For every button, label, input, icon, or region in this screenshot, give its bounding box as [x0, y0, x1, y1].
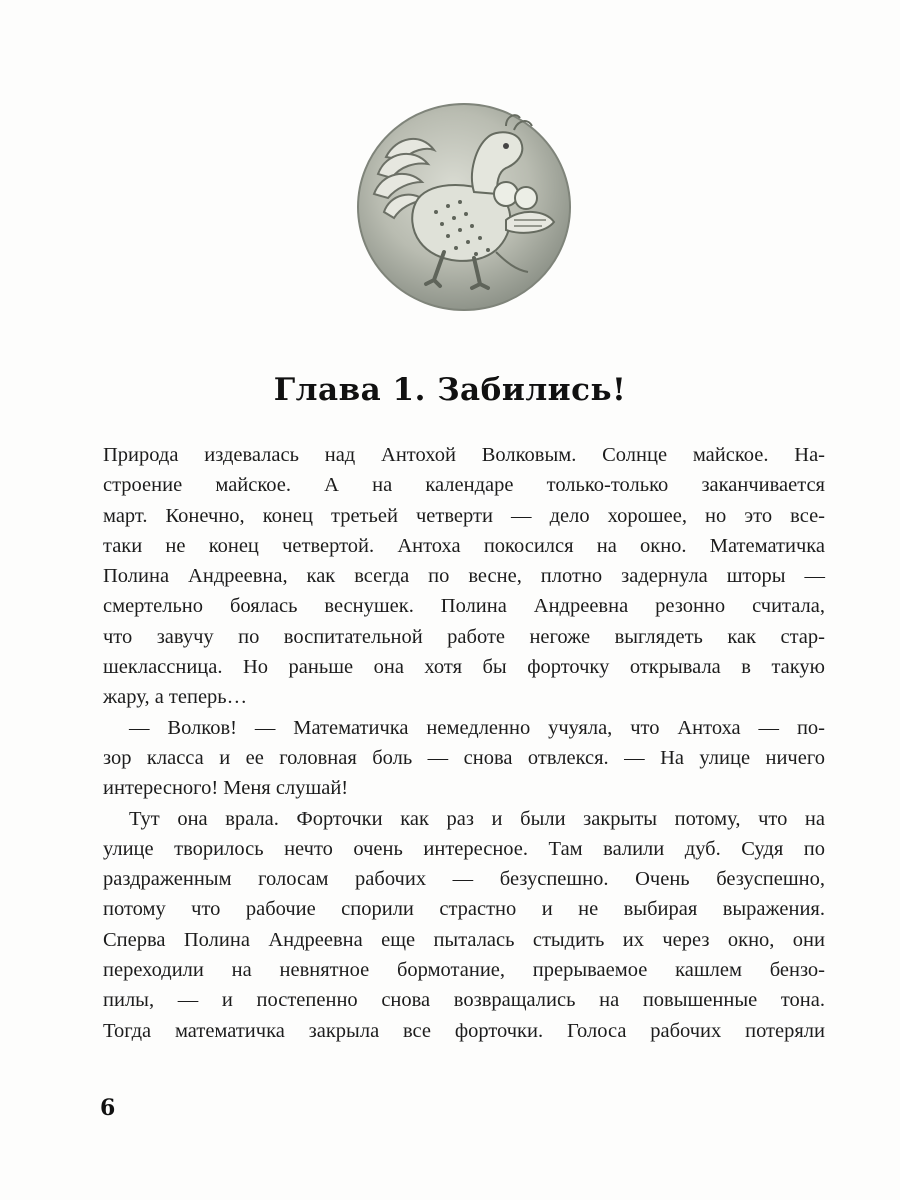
text-line: Сперва Полина Андреевна еще пыталась стыдить их через окно, они [103, 928, 825, 951]
text-line: таки не конец четвертой. Антоха покосился на окно. Математичка [103, 534, 825, 557]
text-line: раздраженным голосам рабочих — безуспешно. Очень безуспешно, [103, 868, 825, 891]
text-line: потому что рабочие спорили страстно и не выбирая выражения. [103, 898, 825, 921]
text-line: смертельно боялась веснушек. Полина Андреевна резонно считала, [103, 595, 825, 618]
text-line: строение майское. А на календаре только-только заканчивается [103, 474, 825, 497]
text-line: зор класса и ее головная боль — снова отвлекся. — На улице ничего [103, 746, 825, 769]
text-line: Тут она врала. Форточки как раз и были закрыты потому, что на [129, 807, 825, 830]
chapter-title: Глава 1. Забились! [273, 372, 627, 408]
text-line: жару, а теперь… [103, 686, 248, 709]
text-line: шеклассница. Но раньше она хотя бы форточку открывала в такую [103, 656, 825, 679]
text-line: переходили на невнятное бормотание, прерываемое кашлем бензо- [103, 959, 825, 982]
text-line: Тогда математичка закрыла все форточки. Голоса рабочих потеряли [103, 1019, 825, 1042]
chapter-body-text [103, 440, 825, 1046]
text-line: что завучу по воспитательной работе негоже выглядеть как стар- [103, 625, 825, 648]
text-line: улице творилось нечто очень интересное. Там валили дуб. Судя по [103, 837, 825, 860]
rooster-medallion-illustration [356, 102, 572, 312]
text-line: — Волков! — Математичка немедленно учуяла, что Антоха — по- [129, 716, 825, 739]
text-line: Полина Андреевна, как всегда по весне, плотно задернула шторы — [103, 565, 825, 588]
text-line: пилы, — и постепенно снова возвращались на повышенные тона. [103, 989, 825, 1012]
text-line: Природа издевалась над Антохой Волковым. Солнце майское. На- [103, 444, 825, 466]
text-line: март. Конечно, конец третьей четверти — дело хорошее, но это все- [103, 504, 825, 527]
text-line: интересного! Меня слушай! [103, 777, 349, 800]
page-number: 6 [100, 1095, 116, 1121]
